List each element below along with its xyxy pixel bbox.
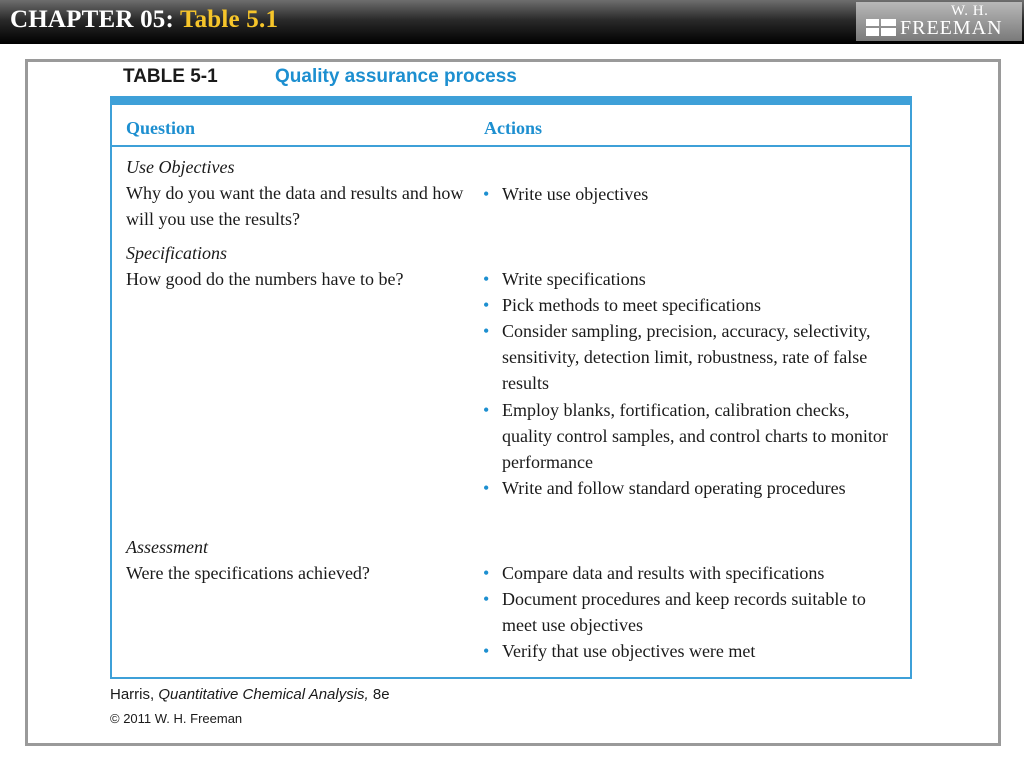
action-text: Write and follow standard operating procedures: [502, 478, 846, 498]
action-item: [483, 586, 893, 638]
action-text: Document procedures and keep records suitable to meet use objectives: [502, 589, 866, 635]
action-item: [483, 318, 893, 396]
chapter-label: CHAPTER 05:: [10, 6, 181, 33]
credit-author: Harris,: [110, 686, 159, 703]
action-text: Write use objectives: [502, 184, 649, 204]
category-use-objectives: Use Objectives: [126, 157, 235, 177]
action-text: Verify that use objectives were met: [502, 641, 756, 661]
action-text: Compare data and results with specifications: [502, 563, 825, 583]
question-use-objectives: Why do you want the data and results and how will you use the results?: [126, 183, 464, 229]
action-item: [483, 638, 893, 664]
action-item: [483, 560, 893, 586]
credit-edition: 8e: [368, 686, 390, 703]
publisher-logo: [856, 2, 1022, 41]
credit-book-title: Quantitative Chemical Analysis,: [158, 686, 369, 703]
action-item: [483, 475, 893, 501]
action-text: Consider sampling, precision, accuracy, selectivity, sensitivity, detection limit, robustness, rate of false results: [502, 321, 871, 393]
bullet-icon: •: [483, 563, 490, 583]
copyright-notice: © 2011 W. H. Freeman: [110, 711, 243, 726]
logo-blocks-icon: [866, 19, 896, 36]
action-item: [483, 397, 893, 475]
bullet-icon: •: [483, 478, 490, 498]
action-text: Write specifications: [502, 269, 646, 289]
question-assessment: Were the specifications achieved?: [126, 563, 370, 583]
table-number: TABLE 5-1: [123, 66, 218, 87]
table-reference: Table 5.1: [180, 6, 279, 33]
header-divider: [112, 145, 910, 147]
chapter-header-bar: [0, 0, 1024, 44]
question-specifications: How good do the numbers have to be?: [126, 269, 404, 289]
bullet-icon: •: [483, 321, 490, 341]
table-caption: Quality assurance process: [275, 66, 517, 87]
bullet-icon: •: [483, 589, 490, 609]
action-item: [483, 292, 893, 318]
logo-initials: W. H.: [951, 3, 989, 19]
column-header-actions: Actions: [484, 118, 542, 138]
action-text: Pick methods to meet specifications: [502, 295, 761, 315]
bullet-icon: •: [483, 295, 490, 315]
category-specifications: Specifications: [126, 243, 227, 263]
bullet-icon: •: [483, 269, 490, 289]
bullet-icon: •: [483, 400, 490, 420]
column-header-question: Question: [126, 118, 196, 138]
category-assessment: Assessment: [126, 537, 208, 557]
source-credit: [110, 686, 390, 703]
bullet-icon: •: [483, 641, 490, 661]
action-item: [483, 266, 893, 292]
bullet-icon: •: [483, 184, 490, 204]
chapter-title: [10, 6, 278, 38]
logo-name: FREEMAN: [900, 17, 1003, 39]
action-text: Employ blanks, fortification, calibration checks, quality control samples, and control charts to monitor performance: [502, 400, 888, 472]
action-item: [483, 181, 893, 207]
